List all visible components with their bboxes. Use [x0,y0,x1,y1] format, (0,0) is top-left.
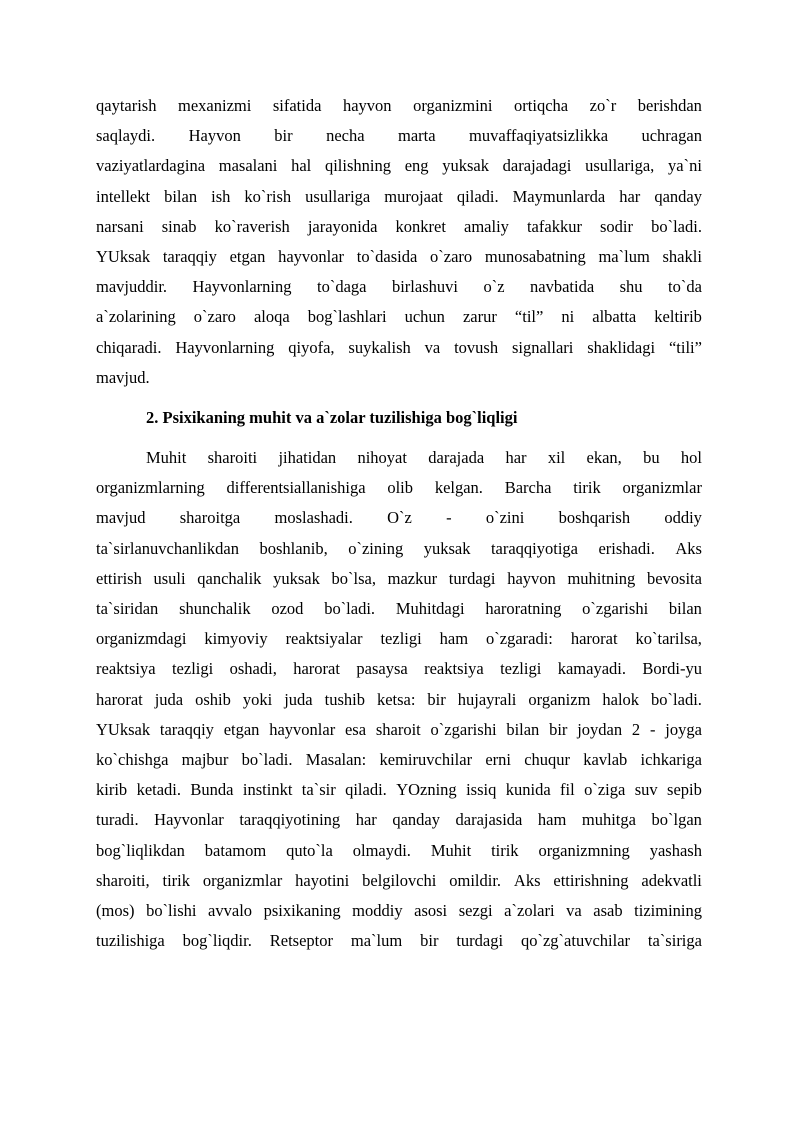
word: ortiqcha [514,96,569,115]
word: harorat [96,689,143,709]
text-line [96,866,702,896]
text-line [96,302,702,332]
text-line [96,805,702,835]
word: darajada [428,448,485,468]
text-line [96,715,702,745]
word: organizmlarning [96,478,205,498]
text-line [96,182,702,212]
text-line [96,534,702,564]
word: Aks [513,870,541,890]
word: tirik [573,478,601,498]
word: moddiy [352,900,403,920]
word: yashash [649,840,702,860]
word: qo`zg`atuvchilar [520,931,631,951]
text-line: mavjud. [96,367,150,387]
word: avvalo [208,900,253,920]
word: zarur [462,307,497,327]
word: ma`lum [350,931,403,951]
word: yuksak [273,568,320,588]
word: bo`lishi [146,900,197,920]
word: chuqur [524,749,571,769]
word: ta`sir [301,780,336,800]
word: berishdan [637,96,702,115]
word: sezgi [458,900,493,920]
word: organizmning [538,840,630,860]
text-line [96,121,702,151]
word: “til” [514,307,544,327]
word: ish [211,186,231,206]
word: tirik [491,840,519,860]
word: keltirib [654,307,702,327]
word: vaziyatlardagina [96,156,206,176]
word: reaktsiya [424,659,484,679]
word: ketsa: [376,689,416,709]
word: ko`raverish [214,216,290,236]
word: hayvon [507,568,556,588]
word: bilan [506,719,540,739]
word: ettirishning [553,870,629,890]
word: bo`ladi. [651,689,702,709]
word: - [649,719,656,739]
word: turdagi [456,931,504,951]
word: sodir [600,216,634,236]
word: Hayvonlarning [192,277,292,297]
word: hayvon [342,96,392,115]
word: omildir. [449,870,502,890]
word: sinab [161,216,197,236]
word: qiladi. [456,186,499,206]
word: qilishning [324,156,391,176]
word: muhitga [581,810,636,830]
word: bir [427,689,446,709]
paragraph-2 [96,443,702,956]
word: sharoiti [207,448,258,468]
word: harorat [293,659,340,679]
word: uchun [404,307,445,327]
word: tafakkur [526,216,582,236]
word: 2 [631,719,641,739]
word: tirik [162,870,190,890]
text-line [96,926,702,956]
word: pasaysa [356,659,408,679]
word: marta [398,126,436,146]
word: Barcha [504,478,552,498]
word: o`zgaradi: [486,629,553,649]
word: qiladi. [345,780,387,800]
word: juda [284,689,313,709]
word: bo`ladi. [324,599,376,618]
word: usullariga, [585,156,655,176]
word: bog`lashlari [307,307,387,327]
word: organizmlar [202,870,283,890]
text-line [96,654,702,684]
word: intellekt [96,186,151,206]
word: ozod [271,599,304,618]
word: ketadi. [136,780,182,800]
word: bo`lsa, [331,568,376,588]
word: qanchalik [197,568,262,588]
word: qanday [654,186,702,206]
word: xil [547,448,566,468]
text-line [96,564,702,594]
word: to`daga [317,277,367,297]
word: belgilovchi [362,870,437,890]
word: tushib [324,689,365,709]
text-line [96,151,702,181]
word: harorat [570,629,618,649]
word: yuksak [423,538,471,558]
word: ta`siridan [96,599,159,618]
word: bilan [164,186,198,206]
word: jarayonida [307,216,378,236]
text-line [96,212,702,242]
word: shakli [662,246,702,266]
word: kamayadi. [557,659,626,679]
word: ta`siriga [647,931,702,951]
word: Hayvonlar [154,810,224,830]
word: esa [344,719,367,739]
word: o`z [483,277,505,297]
text-line [96,91,702,121]
word: necha [326,126,365,146]
word: taraqqiyotiga [490,538,578,558]
text-line [96,745,702,775]
word: bog`liqlikdan [96,840,185,860]
word: har [355,810,377,830]
word: organizmini [413,96,493,115]
word: mavjuddir. [96,277,168,297]
word: mazkur [387,568,438,588]
word: qaytarish [96,96,157,115]
word: fil [560,780,575,800]
word: ichkariga [640,749,702,769]
word: masalani [218,156,278,176]
word: psixikaning [263,900,341,920]
word: birlashuvi [391,277,458,297]
word: narsani [96,216,144,236]
word: o`zgarishi [430,719,497,739]
word: sifatida [272,96,322,115]
word: o`zaro [430,246,473,266]
word: zo`r [589,96,617,115]
word: tezligi [500,659,542,679]
word: halok [602,689,640,709]
word: kunida [505,780,551,800]
word: hayvonlar [269,719,336,739]
word: taraqqiyotining [239,810,341,830]
word: bu [643,448,660,468]
word: har [619,186,641,206]
word: bog`liqdir. [182,931,252,951]
word: darajadagi [502,156,572,176]
word: suv [634,780,658,800]
word: saqlaydi. [96,126,156,146]
word: ko`chishga [96,749,169,769]
word: boshlanib, [259,538,328,558]
word: o`zining [348,538,404,558]
word: ko`rish [244,186,292,206]
word: Aks [675,538,702,558]
word: taraqqiy [159,719,214,739]
word: joydan [577,719,623,739]
word: darajasida [455,810,523,830]
word: ta`sirlanuvchanlikdan [96,538,239,558]
text-line [96,685,702,715]
word: Retseptor [269,931,333,951]
section-heading: 2. Psixikaning muhit va a`zolar tuzilishiga bog`liqligi [146,407,518,427]
word: navbatida [530,277,595,297]
word: mexanizmi [178,96,252,115]
word: ni [561,307,575,327]
word: tezligi [380,629,422,649]
word: organizmdagi [96,629,187,649]
word: kemiruvchilar [379,749,473,769]
text-line [96,503,702,533]
word: taraqqiy [162,246,217,266]
word: o`zgarishi [582,599,649,618]
word: ya`ni [668,156,702,176]
word: ham [439,629,469,649]
word: bo`ladi. [241,749,293,769]
word: etgan [223,719,260,739]
word: tovush [454,337,499,357]
word: bilan [668,599,702,618]
word: nihoyat [357,448,407,468]
text-line [96,775,702,805]
word: etgan [229,246,266,266]
word: bevosita [646,568,702,588]
text-line [96,473,702,503]
word: erishadi. [598,538,655,558]
word: ham [537,810,567,830]
word: qanday [392,810,440,830]
word: qiyofa, [288,337,335,357]
word: “tili” [668,337,702,357]
word: instinkt [242,780,293,800]
word: o`ziga [584,780,626,800]
word: Muhitdagi [395,599,465,618]
word: kimyoviy [204,629,268,649]
word: uchragan [641,126,702,146]
word: Bordi-yu [642,659,702,679]
word: murojaat [384,186,443,206]
word: ko`tarilsa, [635,629,702,649]
word: YUksak [96,246,151,266]
word: muvaffaqiyatsizlikka [469,126,609,146]
word: O`z [387,508,412,528]
word: bir [274,126,293,146]
word: olib [387,478,414,498]
word: to`dasida [356,246,418,266]
word: bir [549,719,568,739]
word: to`da [668,277,702,297]
word: reaktsiyalar [285,629,363,649]
word: oshadi, [229,659,277,679]
word: organizmlar [622,478,702,498]
word: joyga [665,719,702,739]
word: boshqarish [558,508,631,528]
word: suykalish [348,337,411,357]
word: turdagi [448,568,496,588]
word: moslashadi. [274,508,353,528]
word: usullariga [305,186,371,206]
word: quto`la [286,840,333,860]
word: juda [154,689,184,709]
word: reaktsiya [96,659,156,679]
word: batamom [204,840,267,860]
word: turadi. [96,810,139,830]
word: bir [420,931,439,951]
word: Muhit [146,448,187,468]
word: oshib [195,689,231,709]
word: shunchalik [179,599,251,618]
text-line [96,836,702,866]
word: tezligi [171,659,214,679]
word: albatta [592,307,637,327]
word: a`zolarining [96,307,176,327]
text-line [96,624,702,654]
word: Hayvonlarning [175,337,275,357]
text-line [96,333,702,363]
document-page [96,91,702,956]
word: muhitning [567,568,636,588]
word: YUksak [96,719,151,739]
word: oddiy [664,508,702,528]
word: a`zolari [504,900,555,920]
word: bo`ladi. [651,216,702,236]
word: har [505,448,527,468]
word: ekan, [586,448,622,468]
word: adekvatli [641,870,702,890]
word: hal [291,156,312,176]
word: (mos) [96,900,135,920]
word: sharoitga [179,508,241,528]
word: aloqa [253,307,290,327]
word: olmaydi. [352,840,411,860]
text-line [96,242,702,272]
word: va [566,900,582,920]
word: hayotini [295,870,350,890]
word: signallari [511,337,574,357]
word: konkret [395,216,446,236]
word: shu [619,277,643,297]
word: Maymunlarda [512,186,606,206]
word: majbur [181,749,229,769]
word: hol [680,448,702,468]
word: ma`lum [598,246,650,266]
word: Hayvon [188,126,241,146]
word: Muhit [430,840,472,860]
word: chiqaradi. [96,337,162,357]
word: kavlab [583,749,628,769]
word: hujayrali [457,689,517,709]
word: yoki [242,689,273,709]
word: erni [485,749,511,769]
word: asosi [414,900,448,920]
word: - [446,508,452,528]
word: bo`lgan [651,810,702,830]
paragraph-1 [96,91,702,393]
word: va [424,337,441,357]
word: tuzilishiga [96,931,165,951]
word: sepib [667,780,702,800]
word: Masalan: [305,749,367,769]
text-line [96,272,702,302]
word: kirib [96,780,128,800]
word: differentsiallanishiga [226,478,366,498]
word: issiq [466,780,497,800]
word: kelgan. [434,478,483,498]
word: asab [593,900,623,920]
word: amaliy [464,216,509,236]
word: tizimining [634,900,702,920]
text-line [96,896,702,926]
word: mavjud [96,508,146,528]
word: Bunda [190,780,234,800]
word: haroratning [485,599,562,618]
word: yuksak [442,156,489,176]
word: ettirish [96,568,142,588]
word: shaklidagi [587,337,656,357]
word: usuli [153,568,186,588]
word: jihatidan [278,448,337,468]
word: hayvonlar [278,246,345,266]
text-line [96,443,702,473]
word: eng [404,156,429,176]
word: sharoit [375,719,421,739]
word: YOzning [396,780,457,800]
word: o`zaro [193,307,236,327]
word: o`zini [485,508,525,528]
word: organizm [528,689,591,709]
word: sharoiti, [96,870,150,890]
text-line [96,594,702,624]
word: munosabatning [484,246,586,266]
